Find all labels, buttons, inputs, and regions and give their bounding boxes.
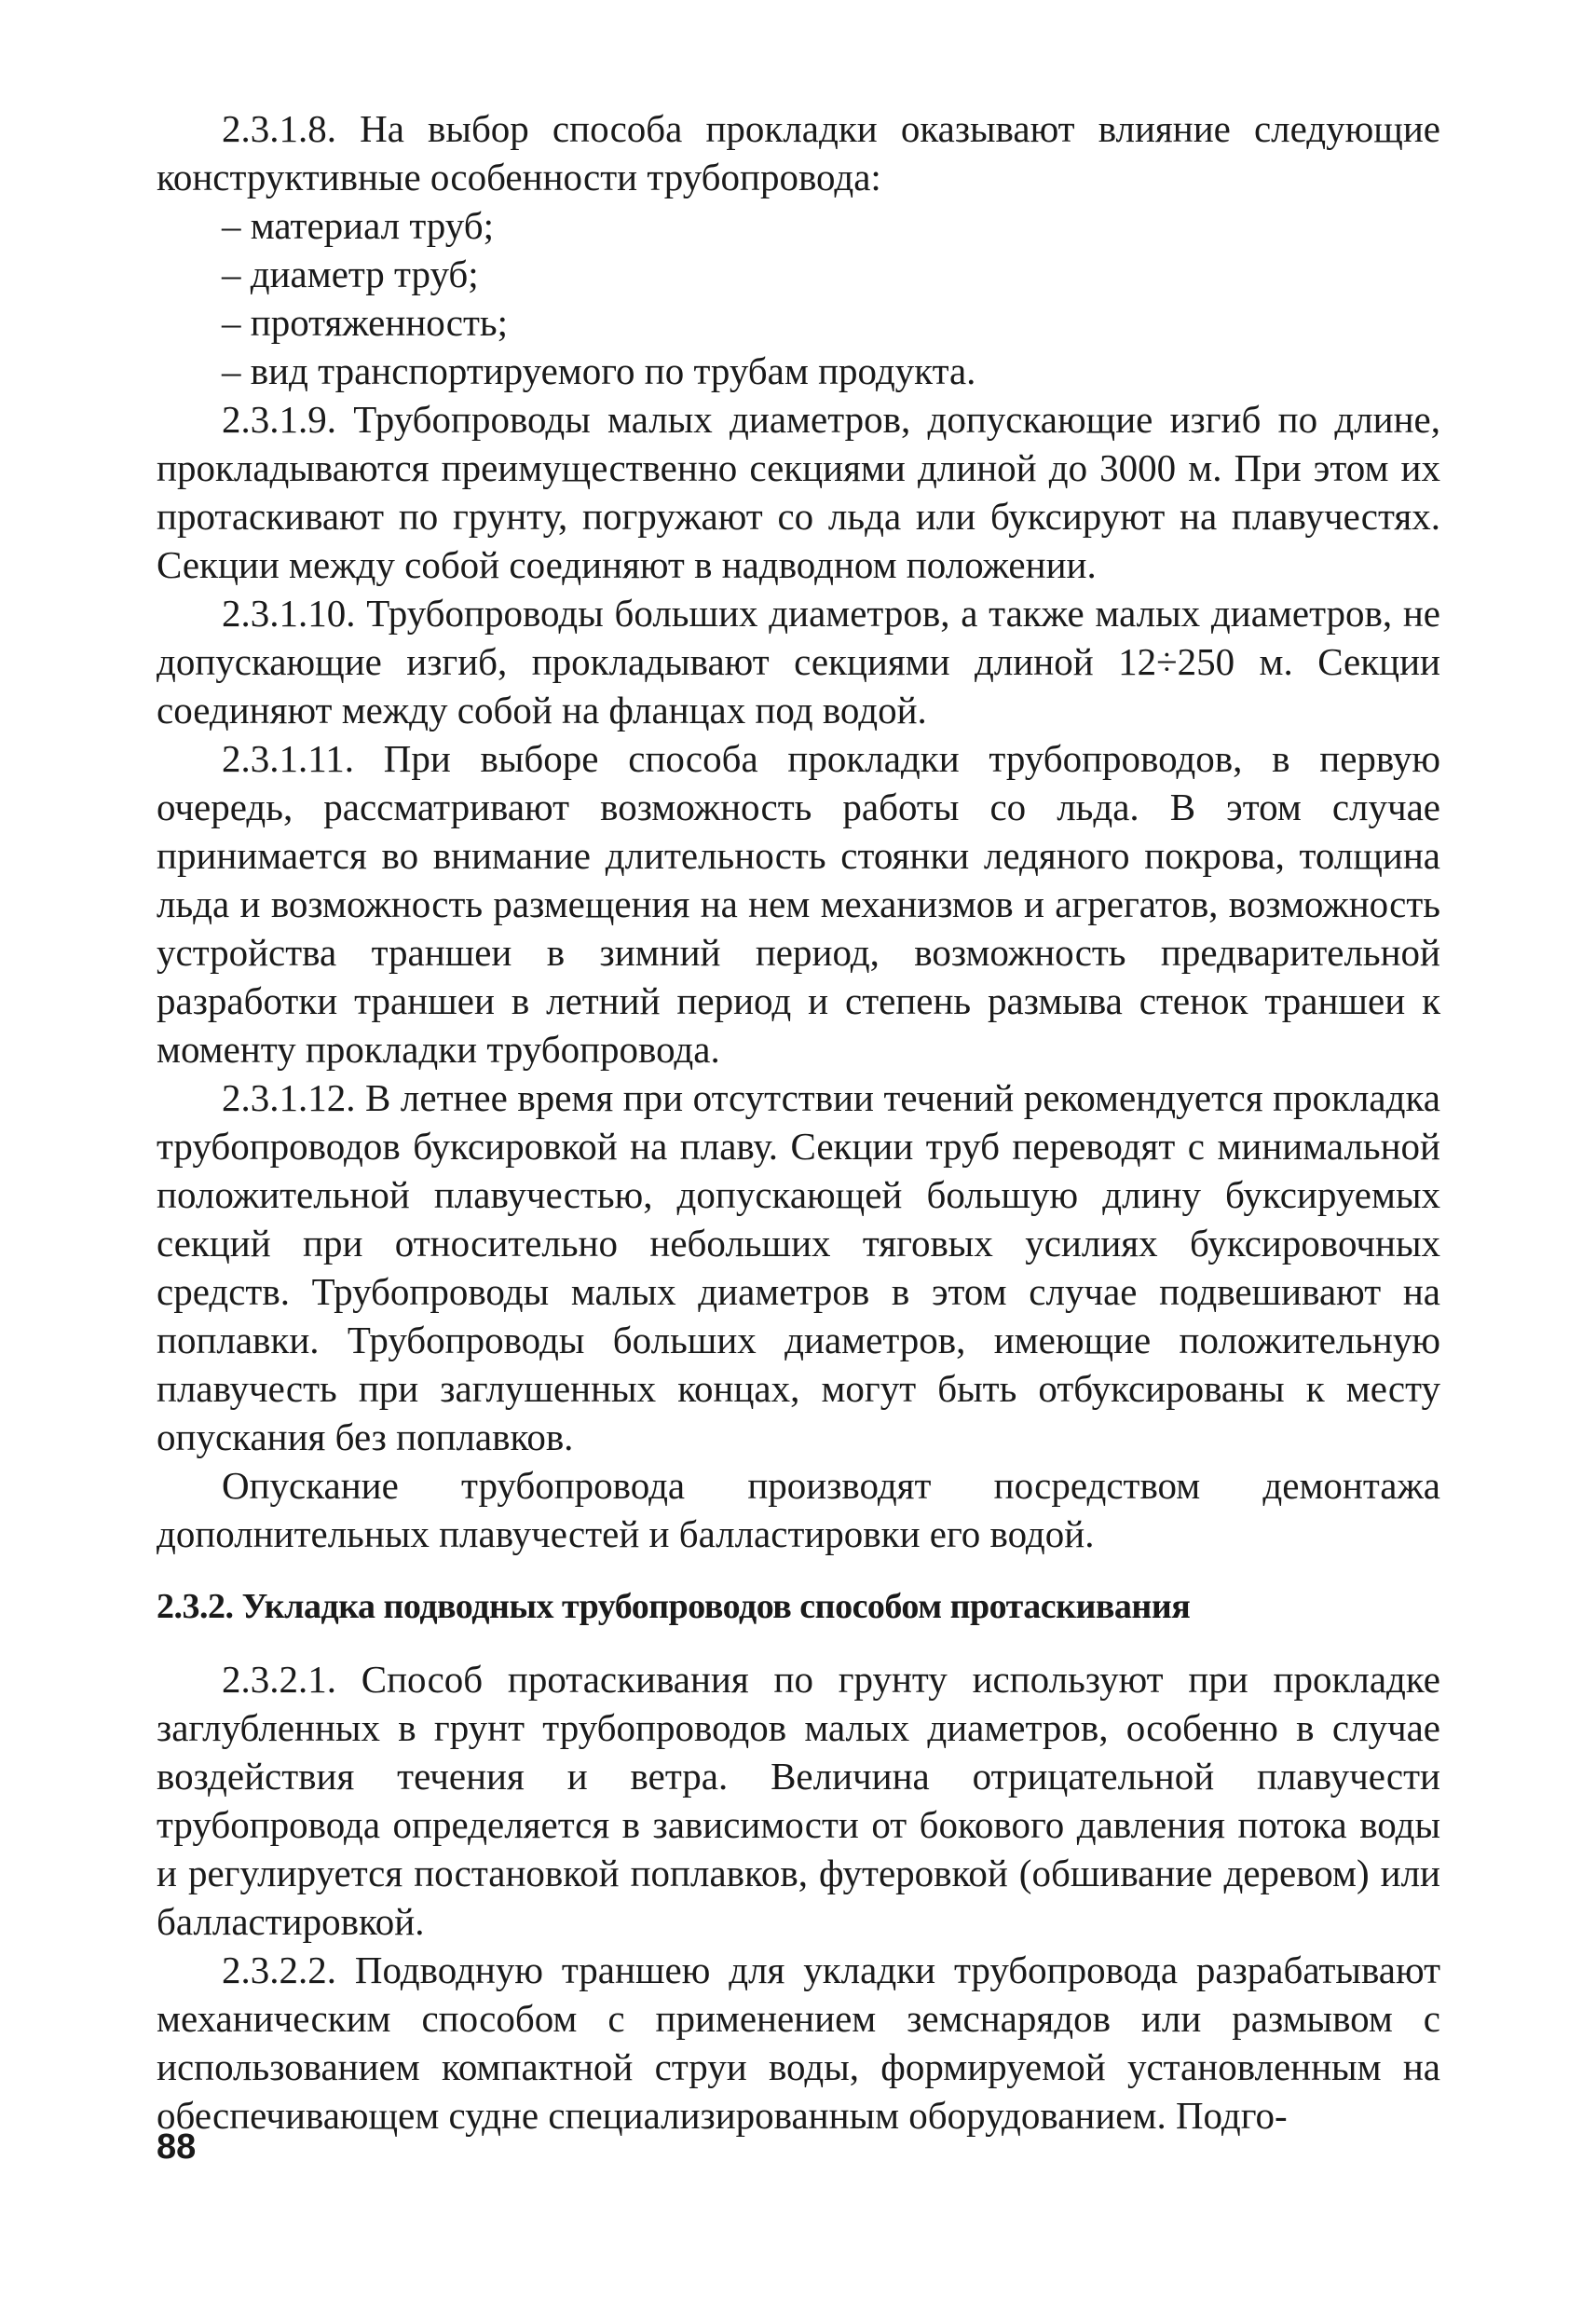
list: [157, 201, 1440, 395]
paragraph-2-3-1-9: 2.3.1.9. Трубопроводы малых диаметров, допускающие изгиб по длине, прокладываются преимущественно секциями длиной до 3000 м. При этом их протаскивают по грунту, погружают со льда или буксируют на плавучестях. Секции между собой соединяют в надводном положении.: [157, 398, 1440, 586]
paragraph-2-3-1-8: 2.3.1.8. На выбор способа прокладки оказывают влияние следующие конструктивные особенности трубопровода:: [157, 107, 1440, 198]
paragraph-2-3-1-10: 2.3.1.10. Трубопроводы больших диаметров, а также малых диаметров, не допускающие изгиб, прокладывают секциями длиной 12÷250 м. Секции соединяют между собой на фланцах под водой.: [157, 592, 1440, 732]
paragraph-2-3-2-2: 2.3.2.2. Подводную траншею для укладки трубопровода разрабатывают механическим способом с применением земснарядов или размывом с использованием компактной струи воды, формируемой установленным на обеспечивающем судне специализированным оборудованием. Подго-: [157, 1949, 1440, 2137]
paragraph-2-3-1-11: 2.3.1.11. При выборе способа прокладки трубопроводов, в первую очередь, рассматривают возможность работы со льда. В этом случае принимается во внимание длительность стоянки ледяного покрова, толщина льда и возможность размещения на нем механизмов и агрегатов, возможность устройства траншеи в зимний период, возможность предварительной разработки траншеи в летний период и степень размыва стенок траншеи к моменту прокладки трубопровода.: [157, 737, 1440, 1071]
list-item: – материал труб;: [222, 204, 494, 247]
paragraph-2-3-1-12: 2.3.1.12. В летнее время при отсутствии течений рекомендуется прокладка трубопроводов буксировкой на плаву. Секции труб переводят с минимальной положительной плавучестью, допускающей большую длину буксируемых секций при относительно небольших тяговых усилиях буксировочных средств. Трубопроводы малых диаметров в этом случае подвешивают на поплавки. Трубопроводы больших диаметров, имеющие положительную плавучесть при заглушенных концах, могут быть отбуксированы к месту опускания без поплавков.: [157, 1076, 1440, 1458]
page-body: [157, 104, 1440, 2140]
paragraph-lowering: Опускание трубопровода производят посредством демонтажа дополнительных плавучестей и балластировки его водой.: [157, 1464, 1440, 1555]
paragraph-2-3-2-1: 2.3.2.1. Способ протаскивания по грунту используют при прокладке заглубленных в грунт трубопроводов малых диаметров, особенно в случае воздействия течения и ветра. Величина отрицательной плавучести трубопровода определяется в зависимости от бокового давления потока воды и регулируется постановкой поплавков, футеровкой (обшивание деревом) или балластировкой.: [157, 1658, 1440, 1943]
list-item: – диаметр труб;: [222, 253, 479, 295]
page-number: 88: [157, 2127, 197, 2167]
list-item: – протяженность;: [222, 301, 508, 344]
list-item: – вид транспортируемого по трубам продукта.: [222, 349, 976, 392]
section-heading: 2.3.2. Укладка подводных трубопроводов способом протаскивания: [157, 1587, 1191, 1626]
